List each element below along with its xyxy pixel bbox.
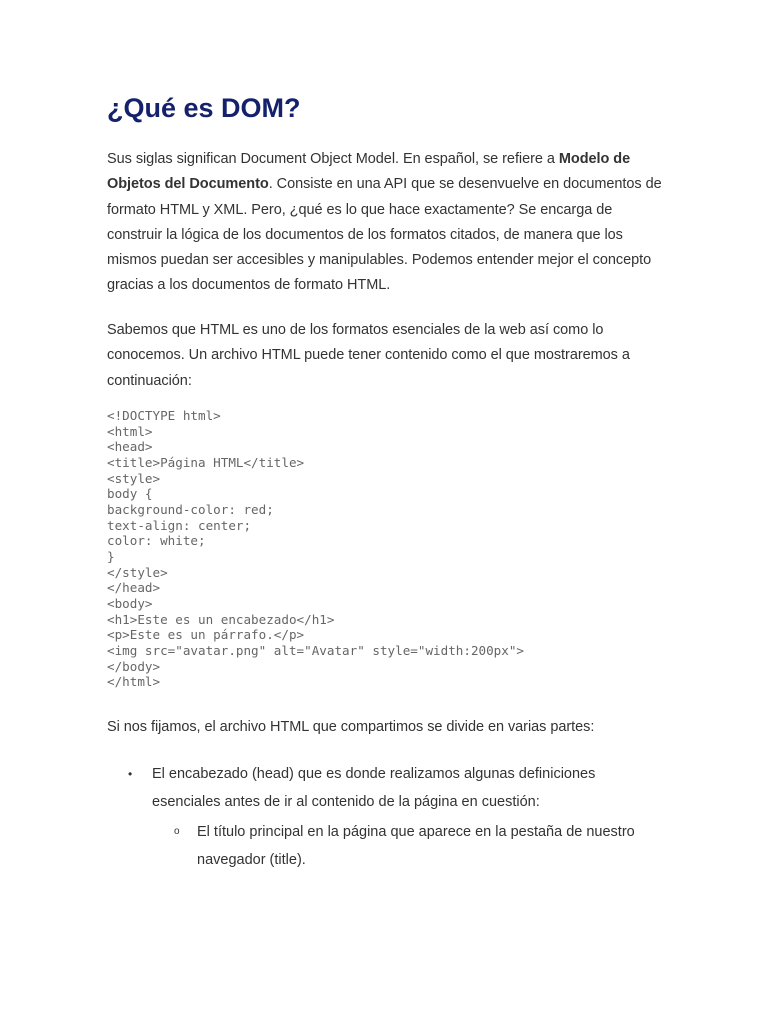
parts-list — [107, 760, 667, 874]
parts-paragraph: Si nos fijamos, el archivo HTML que compartimos se divide en varias partes: — [107, 719, 595, 735]
sub-list-item-text: El título principal en la página que aparece en la pestaña de nuestro navegador (title). — [197, 824, 635, 868]
document-page — [107, 90, 667, 868]
html-intro-paragraph: Sabemos que HTML es uno de los formatos esenciales de la web así como lo conocemos. Un archivo HTML puede tener contenido como el que mostraremos a continuación: — [107, 322, 630, 389]
intro-text-start: Sus siglas significan Document Object Model. En español, se refiere a — [107, 151, 559, 167]
bullet-icon: • — [128, 767, 133, 781]
circle-bullet-icon: o — [174, 826, 180, 837]
intro-bold-term: Modelo de Objetos del Documento — [107, 151, 631, 193]
list-item-text: El encabezado (head) que es donde realizamos algunas definiciones esenciales antes de ir al contenido de la página en cuestión: — [152, 766, 596, 810]
sub-list-item — [152, 818, 667, 874]
list-item — [107, 760, 667, 874]
intro-text-end: . Consiste en una API que se desenvuelve en documentos de formato HTML y XML. Pero, ¿qué es lo que hace exactamente? Se encarga de construir la lógica de los documentos de los formatos citados, de manera que los mismos puedan ser accesibles y manipulables. Podemos entender mejor el concepto gracias a los documentos de formato HTML. — [107, 176, 662, 294]
code-sample: <!DOCTYPE html> <html> <head> <title>Página HTML</title> <style> body { background-color: red; text-align: center; color: white; } </style> </head> <body> <h1>Este es un encabezado</h1> <p>Este es un párrafo.</p> <img src="avatar.png" alt="Avatar" style="width:200px"> </body> </html> — [107, 408, 525, 690]
sub-list — [152, 818, 667, 874]
intro-paragraph — [107, 147, 667, 299]
page-title: ¿Qué es DOM? — [107, 93, 301, 123]
